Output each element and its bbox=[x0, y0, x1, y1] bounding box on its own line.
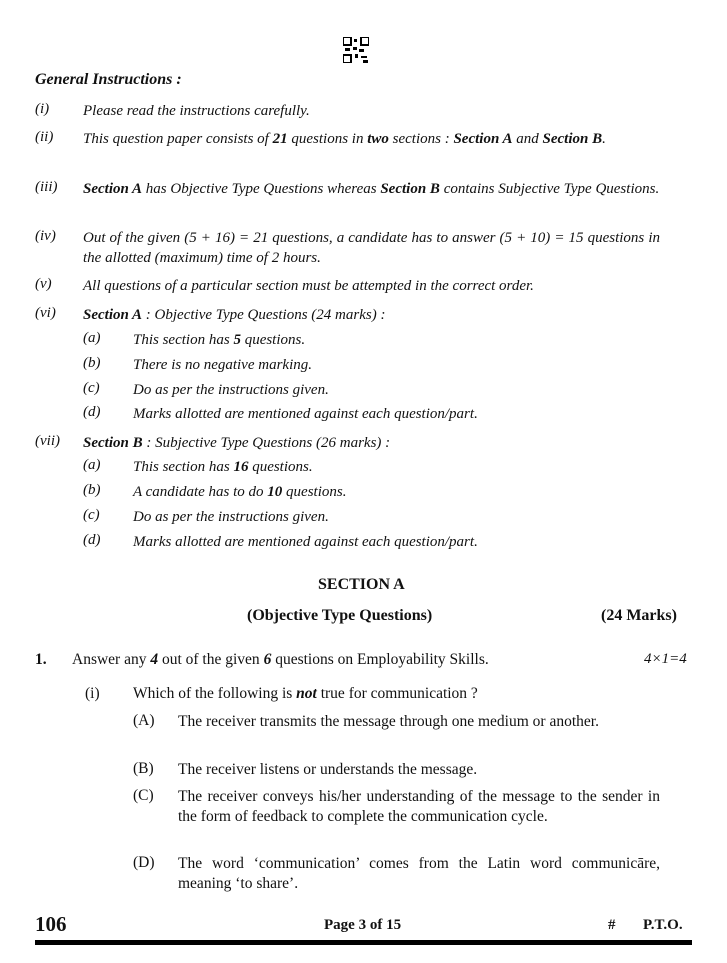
item-label: (A) bbox=[133, 712, 155, 729]
text-segment: true for communication ? bbox=[316, 685, 478, 702]
item-text bbox=[133, 380, 660, 400]
item-text bbox=[83, 228, 660, 268]
item-label: (D) bbox=[133, 854, 155, 871]
footer-page: Page 3 of 15 bbox=[324, 917, 402, 933]
text-segment: Section A bbox=[83, 181, 143, 197]
text-segment: 4 bbox=[150, 651, 159, 668]
item-text bbox=[83, 276, 660, 296]
text-segment: questions on Employability Skills. bbox=[271, 651, 489, 668]
item-text bbox=[133, 507, 660, 527]
text-segment: . bbox=[602, 131, 606, 147]
text-segment: Section A bbox=[453, 131, 513, 147]
footer-code: 106 bbox=[35, 912, 67, 936]
text-segment: contains Subjective Type Questions. bbox=[439, 181, 660, 197]
item-text bbox=[83, 101, 660, 121]
text-segment: questions in bbox=[287, 131, 368, 147]
text-segment: This question paper consists of bbox=[83, 131, 273, 147]
item-label: (d) bbox=[83, 404, 101, 420]
text-segment: Section B bbox=[542, 131, 603, 147]
text-segment: This section has bbox=[133, 459, 234, 475]
item-label: (b) bbox=[83, 482, 101, 498]
item-label: (ii) bbox=[35, 129, 54, 145]
item-label: (iii) bbox=[35, 179, 58, 195]
item-label: (d) bbox=[83, 532, 101, 548]
item-text bbox=[133, 330, 660, 350]
item-text bbox=[133, 532, 660, 552]
text-segment: not bbox=[296, 685, 317, 702]
instructions-heading: General Instructions : bbox=[35, 71, 182, 88]
item-label: (a) bbox=[83, 330, 101, 346]
text-segment: Out of the given (5 + 16) = 21 questions, a candidate has to answer (5 + 10) = 15 questions in the allotted (maximum) time of 2 hours. bbox=[83, 230, 660, 266]
item-text bbox=[133, 404, 660, 424]
item-label: (vii) bbox=[35, 433, 60, 449]
text-segment: Section B bbox=[83, 435, 143, 451]
item-text: The receiver transmits the message through one medium or another. bbox=[178, 713, 599, 730]
section-title: SECTION A bbox=[318, 576, 405, 593]
text-segment: out of the given bbox=[158, 651, 264, 668]
text-segment: This section has bbox=[133, 332, 234, 348]
text-segment: Do as per the instructions given. bbox=[133, 509, 329, 525]
item-text bbox=[133, 457, 660, 477]
qr-code-icon bbox=[343, 37, 369, 63]
text-segment: : Objective Type Questions (24 marks) : bbox=[142, 307, 386, 323]
footer-rule bbox=[35, 940, 692, 945]
section-marks: (24 Marks) bbox=[601, 607, 677, 624]
text-segment: Which of the following is bbox=[133, 685, 297, 702]
item-text: The receiver conveys his/her understanding of the message to the sender in the form of feedback to complete the communication cycle. bbox=[178, 788, 660, 825]
text-segment: Answer any bbox=[72, 651, 151, 668]
item-text bbox=[133, 355, 660, 375]
item-text bbox=[83, 179, 660, 199]
text-segment: questions. bbox=[282, 484, 347, 500]
text-segment: Section B bbox=[380, 181, 440, 197]
text-segment: questions. bbox=[240, 332, 306, 348]
question-text bbox=[72, 651, 489, 669]
item-text bbox=[83, 305, 660, 325]
text-segment: sections : bbox=[388, 131, 454, 147]
text-segment: Section A bbox=[83, 307, 143, 323]
text-segment: Marks allotted are mentioned against each question/part. bbox=[133, 406, 478, 422]
subquestion-text bbox=[133, 685, 478, 703]
text-segment: two bbox=[367, 131, 389, 147]
text-segment: and bbox=[512, 131, 543, 147]
text-segment: has Objective Type Questions whereas bbox=[142, 181, 381, 197]
text-segment: A candidate has to do bbox=[133, 484, 268, 500]
item-label: (a) bbox=[83, 457, 101, 473]
subquestion-label: (i) bbox=[85, 685, 100, 702]
text-segment: 6 bbox=[263, 651, 272, 668]
item-label: (vi) bbox=[35, 305, 56, 321]
text-segment: Do as per the instructions given. bbox=[133, 382, 329, 398]
text-segment: questions. bbox=[248, 459, 313, 475]
item-text bbox=[83, 433, 660, 453]
text-segment: 10 bbox=[267, 484, 283, 500]
item-label: (i) bbox=[35, 101, 50, 117]
section-subtitle: (Objective Type Questions) bbox=[247, 607, 433, 624]
text-segment: 16 bbox=[233, 459, 249, 475]
item-label: (b) bbox=[83, 355, 101, 371]
item-label: (c) bbox=[83, 507, 100, 523]
item-label: (C) bbox=[133, 787, 154, 804]
item-label: (c) bbox=[83, 380, 100, 396]
item-text: The word ‘communication’ comes from the Latin word communicāre, meaning ‘to share’. bbox=[178, 855, 660, 892]
item-text: The receiver listens or understands the message. bbox=[178, 761, 478, 778]
text-segment: All questions of a particular section must be attempted in the correct order. bbox=[83, 278, 534, 294]
text-segment: There is no negative marking. bbox=[133, 357, 312, 373]
footer-hash: # bbox=[608, 917, 616, 933]
text-segment: Please read the instructions carefully. bbox=[83, 103, 310, 119]
text-segment: 5 bbox=[233, 332, 241, 348]
text-segment: Marks allotted are mentioned against each question/part. bbox=[133, 534, 478, 550]
item-label: (iv) bbox=[35, 228, 56, 244]
item-label: (B) bbox=[133, 760, 154, 777]
question-marks: 4×1=4 bbox=[644, 651, 687, 667]
text-segment: : Subjective Type Questions (26 marks) : bbox=[142, 435, 391, 451]
text-segment: 21 bbox=[272, 131, 288, 147]
question-number: 1. bbox=[35, 651, 47, 668]
item-text bbox=[133, 482, 660, 502]
item-text bbox=[83, 129, 660, 149]
footer-pto: P.T.O. bbox=[643, 917, 683, 933]
item-label: (v) bbox=[35, 276, 52, 292]
